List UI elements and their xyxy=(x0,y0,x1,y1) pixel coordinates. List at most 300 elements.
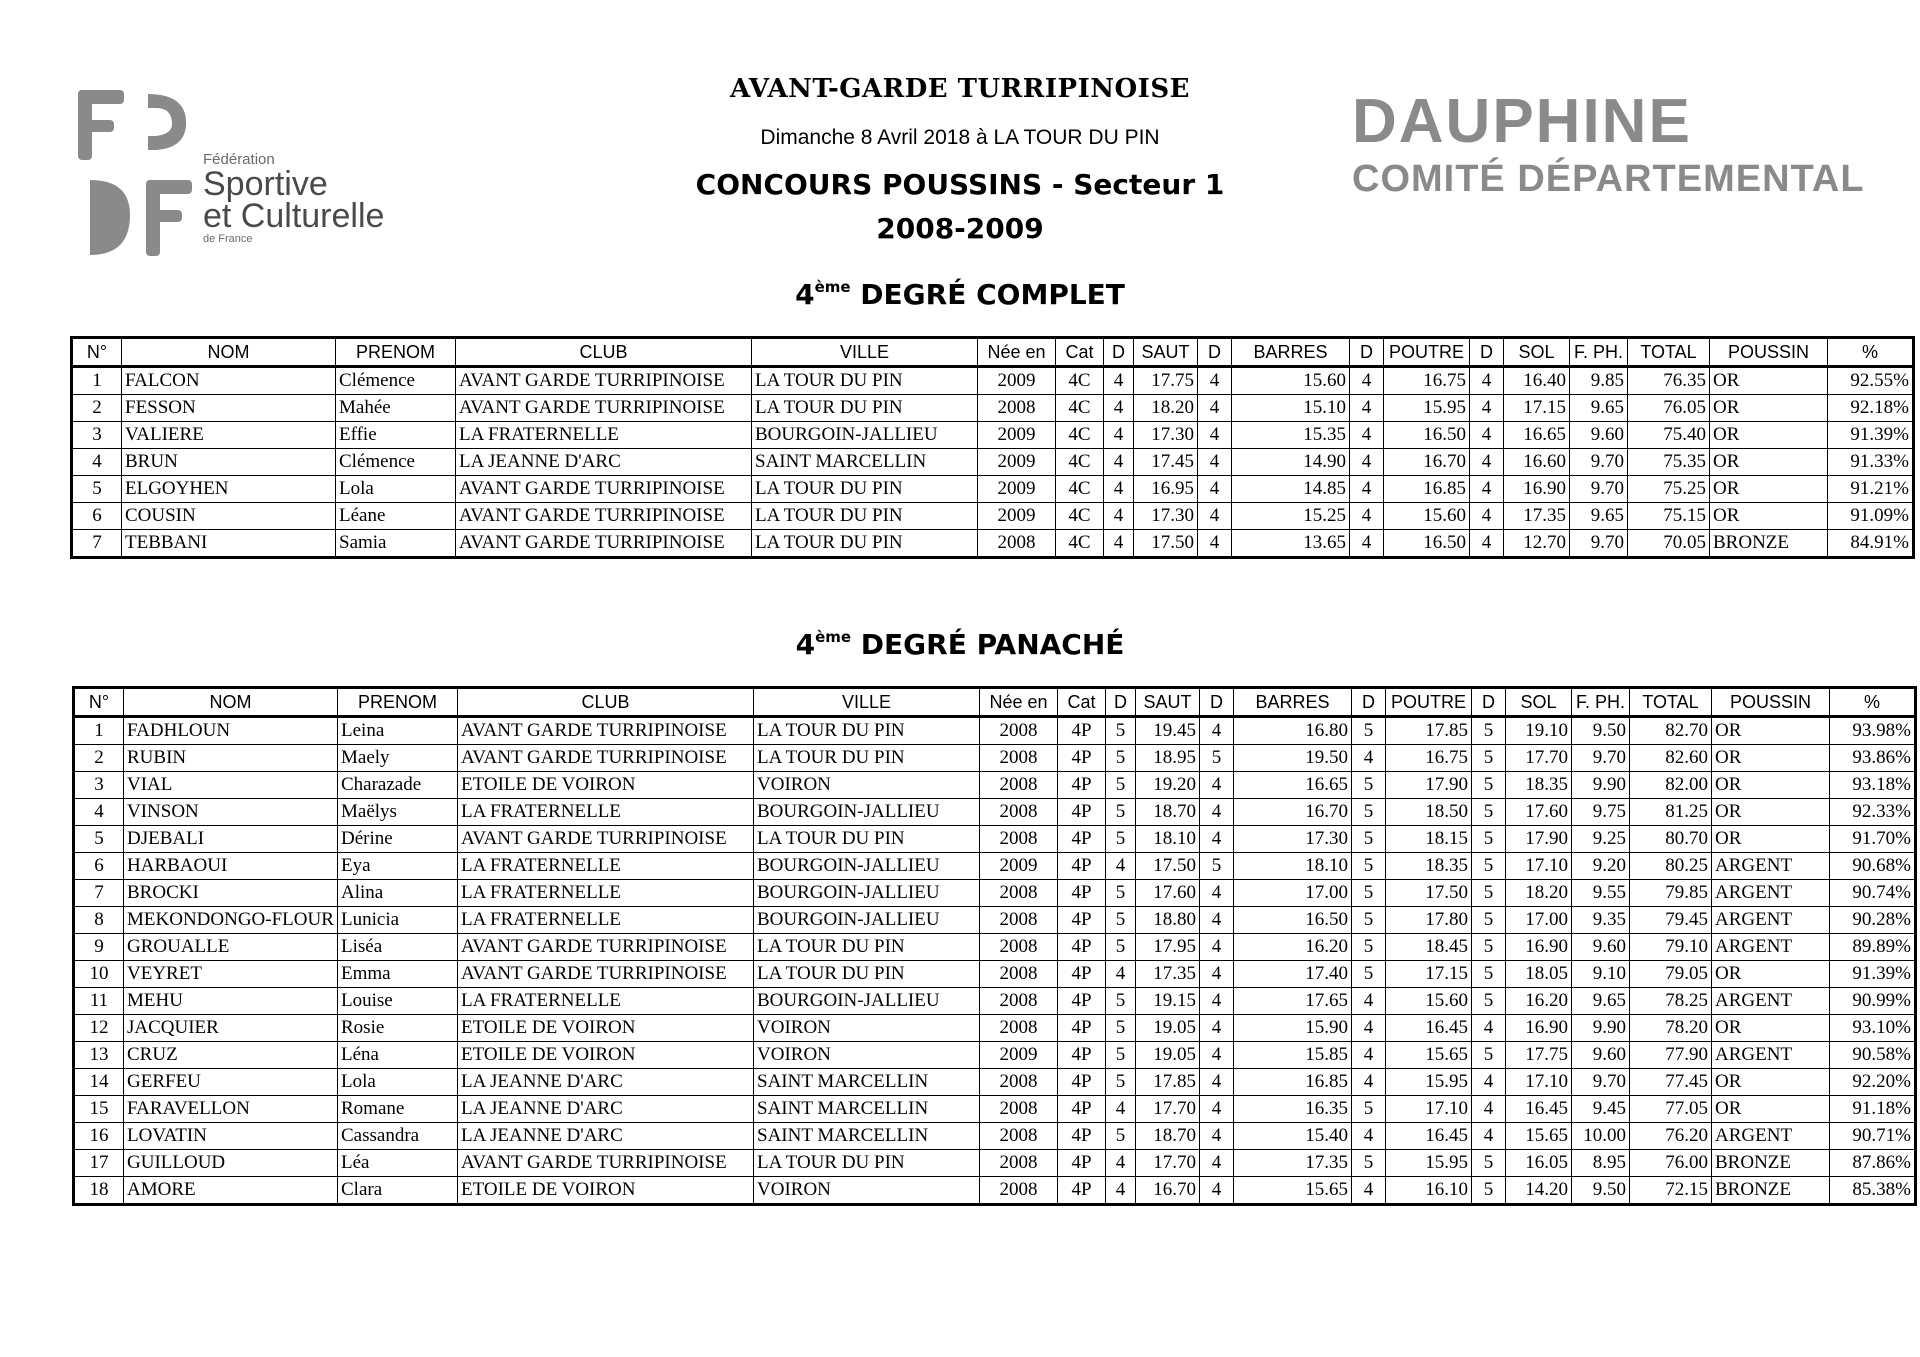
cell-poussin: ARGENT xyxy=(1712,1042,1830,1069)
cell-prenom: Rosie xyxy=(338,1015,458,1042)
cell-barres: 16.80 xyxy=(1234,717,1352,745)
cell-poutre: 17.90 xyxy=(1386,772,1472,799)
column-header-poutre: POUTRE xyxy=(1384,338,1470,367)
column-header-barres: BARRES xyxy=(1234,688,1352,717)
cell-d-saut: 5 xyxy=(1106,799,1136,826)
cell-pct: 87.86% xyxy=(1830,1150,1916,1177)
cell-nee-en: 2008 xyxy=(978,530,1056,558)
cell-num: 7 xyxy=(74,880,124,907)
cell-barres: 15.60 xyxy=(1232,367,1350,395)
cell-poutre: 16.75 xyxy=(1386,745,1472,772)
cell-d-saut: 5 xyxy=(1106,1123,1136,1150)
cell-barres: 16.35 xyxy=(1234,1096,1352,1123)
cell-saut: 17.50 xyxy=(1134,530,1198,558)
cell-num: 15 xyxy=(74,1096,124,1123)
cell-club: AVANT GARDE TURRIPINOISE xyxy=(458,934,754,961)
cell-d-poutre: 5 xyxy=(1352,907,1386,934)
cell-nom: MEKONDONGO-FLOUR xyxy=(124,907,338,934)
cell-poussin: ARGENT xyxy=(1712,880,1830,907)
cell-d-barres: 4 xyxy=(1200,1042,1234,1069)
column-header-saut: SAUT xyxy=(1136,688,1200,717)
cell-d-saut: 4 xyxy=(1106,1177,1136,1205)
cell-nee-en: 2008 xyxy=(980,880,1058,907)
cell-d-barres: 4 xyxy=(1200,1177,1234,1205)
cell-barres: 16.65 xyxy=(1234,772,1352,799)
column-header-prenom: PRENOM xyxy=(336,338,456,367)
cell-ville: SAINT MARCELLIN xyxy=(754,1096,980,1123)
column-header-nee-en: Née en xyxy=(978,338,1056,367)
cell-num: 11 xyxy=(74,988,124,1015)
contest-years: 2008-2009 xyxy=(876,212,1044,245)
cell-nee-en: 2009 xyxy=(978,422,1056,449)
cell-sol: 17.10 xyxy=(1506,1069,1572,1096)
cell-pct: 93.98% xyxy=(1830,717,1916,745)
cell-nee-en: 2008 xyxy=(980,745,1058,772)
cell-nee-en: 2008 xyxy=(980,934,1058,961)
cell-poutre: 16.45 xyxy=(1386,1015,1472,1042)
table-row xyxy=(72,530,1914,558)
cell-sol: 17.00 xyxy=(1506,907,1572,934)
cell-nee-en: 2008 xyxy=(980,961,1058,988)
cell-d-barres: 4 xyxy=(1198,422,1232,449)
cell-poussin: OR xyxy=(1710,476,1828,503)
fscf-logo-text xyxy=(203,152,384,246)
cell-barres: 15.40 xyxy=(1234,1123,1352,1150)
cell-pct: 91.39% xyxy=(1828,422,1914,449)
cell-pct: 91.39% xyxy=(1830,961,1916,988)
cell-nee-en: 2008 xyxy=(980,826,1058,853)
cell-saut: 18.20 xyxy=(1134,395,1198,422)
column-header-total: TOTAL xyxy=(1630,688,1712,717)
cell-num: 7 xyxy=(72,530,122,558)
cell-d-saut: 5 xyxy=(1106,907,1136,934)
dauphine-logo: DAUPHINE xyxy=(1352,87,1692,156)
cell-num: 17 xyxy=(74,1150,124,1177)
cell-d-poutre: 5 xyxy=(1352,717,1386,745)
cell-d-sol: 5 xyxy=(1472,907,1506,934)
cell-poutre: 18.45 xyxy=(1386,934,1472,961)
cell-poutre: 15.60 xyxy=(1384,503,1470,530)
table-row xyxy=(74,907,1916,934)
column-header-d-poutre: D xyxy=(1352,688,1386,717)
cell-ville: VOIRON xyxy=(754,772,980,799)
cell-nom: JACQUIER xyxy=(124,1015,338,1042)
cell-d-barres: 4 xyxy=(1198,530,1232,558)
cell-d-poutre: 5 xyxy=(1352,1096,1386,1123)
cell-prenom: Clara xyxy=(338,1177,458,1205)
cell-f-ph: 9.70 xyxy=(1570,530,1628,558)
cell-f-ph: 9.20 xyxy=(1572,853,1630,880)
cell-nom: TEBBANI xyxy=(122,530,336,558)
cell-nee-en: 2009 xyxy=(978,449,1056,476)
cell-d-sol: 4 xyxy=(1470,449,1504,476)
cell-cat: 4C xyxy=(1056,476,1104,503)
cell-cat: 4P xyxy=(1058,772,1106,799)
cell-nom: CRUZ xyxy=(124,1042,338,1069)
cell-total: 76.35 xyxy=(1628,367,1710,395)
cell-sol: 16.60 xyxy=(1504,449,1570,476)
cell-pct: 89.89% xyxy=(1830,934,1916,961)
fscf-line-3: et Culturelle xyxy=(203,197,385,235)
cell-nom: FESSON xyxy=(122,395,336,422)
cell-club: LA JEANNE D'ARC xyxy=(458,1123,754,1150)
cell-saut: 17.30 xyxy=(1134,503,1198,530)
cell-total: 75.35 xyxy=(1628,449,1710,476)
cell-total: 82.00 xyxy=(1630,772,1712,799)
cell-prenom: Cassandra xyxy=(338,1123,458,1150)
cell-club: AVANT GARDE TURRIPINOISE xyxy=(456,530,752,558)
cell-barres: 16.50 xyxy=(1234,907,1352,934)
cell-club: LA FRATERNELLE xyxy=(456,422,752,449)
cell-poussin: OR xyxy=(1712,961,1830,988)
cell-barres: 17.30 xyxy=(1234,826,1352,853)
cell-d-poutre: 4 xyxy=(1350,530,1384,558)
cell-saut: 17.75 xyxy=(1134,367,1198,395)
cell-num: 5 xyxy=(74,826,124,853)
cell-cat: 4C xyxy=(1056,503,1104,530)
cell-f-ph: 9.85 xyxy=(1570,367,1628,395)
cell-club: LA JEANNE D'ARC xyxy=(458,1069,754,1096)
cell-sol: 17.60 xyxy=(1506,799,1572,826)
cell-cat: 4P xyxy=(1058,1069,1106,1096)
cell-club: AVANT GARDE TURRIPINOISE xyxy=(456,503,752,530)
event-date: Dimanche 8 Avril 2018 à LA TOUR DU PIN xyxy=(760,126,1160,149)
cell-total: 77.90 xyxy=(1630,1042,1712,1069)
cell-num: 9 xyxy=(74,934,124,961)
cell-f-ph: 9.55 xyxy=(1572,880,1630,907)
cell-total: 75.15 xyxy=(1628,503,1710,530)
cell-barres: 19.50 xyxy=(1234,745,1352,772)
cell-barres: 16.85 xyxy=(1234,1069,1352,1096)
cell-d-barres: 4 xyxy=(1200,880,1234,907)
cell-poussin: ARGENT xyxy=(1712,934,1830,961)
cell-f-ph: 9.50 xyxy=(1572,717,1630,745)
cell-barres: 15.10 xyxy=(1232,395,1350,422)
cell-d-saut: 5 xyxy=(1106,880,1136,907)
cell-club: LA FRATERNELLE xyxy=(458,880,754,907)
cell-club: AVANT GARDE TURRIPINOISE xyxy=(458,745,754,772)
cell-prenom: Louise xyxy=(338,988,458,1015)
cell-total: 82.60 xyxy=(1630,745,1712,772)
cell-total: 79.05 xyxy=(1630,961,1712,988)
cell-sol: 17.90 xyxy=(1506,826,1572,853)
cell-sol: 14.20 xyxy=(1506,1177,1572,1205)
cell-d-sol: 4 xyxy=(1472,1069,1506,1096)
cell-sol: 18.05 xyxy=(1506,961,1572,988)
table-row xyxy=(74,1096,1916,1123)
cell-prenom: Léa xyxy=(338,1150,458,1177)
cell-saut: 18.70 xyxy=(1136,799,1200,826)
cell-d-sol: 4 xyxy=(1470,503,1504,530)
cell-poutre: 17.80 xyxy=(1386,907,1472,934)
cell-total: 70.05 xyxy=(1628,530,1710,558)
column-header-f-ph: F. PH. xyxy=(1572,688,1630,717)
cell-sol: 16.65 xyxy=(1504,422,1570,449)
cell-poussin: OR xyxy=(1712,772,1830,799)
column-header-poussin: POUSSIN xyxy=(1712,688,1830,717)
cell-poutre: 15.65 xyxy=(1386,1042,1472,1069)
cell-saut: 19.45 xyxy=(1136,717,1200,745)
cell-club: AVANT GARDE TURRIPINOISE xyxy=(458,1150,754,1177)
column-header-d-barres: D xyxy=(1198,338,1232,367)
cell-d-poutre: 4 xyxy=(1352,745,1386,772)
cell-poussin: BRONZE xyxy=(1710,530,1828,558)
cell-poutre: 16.75 xyxy=(1384,367,1470,395)
column-header-pct: % xyxy=(1828,338,1914,367)
cell-f-ph: 9.25 xyxy=(1572,826,1630,853)
cell-d-poutre: 5 xyxy=(1352,880,1386,907)
cell-prenom: Emma xyxy=(338,961,458,988)
cell-d-poutre: 4 xyxy=(1350,367,1384,395)
cell-total: 82.70 xyxy=(1630,717,1712,745)
cell-d-barres: 4 xyxy=(1198,367,1232,395)
cell-cat: 4C xyxy=(1056,530,1104,558)
table-row xyxy=(72,476,1914,503)
cell-prenom: Effie xyxy=(336,422,456,449)
cell-cat: 4P xyxy=(1058,988,1106,1015)
cell-num: 10 xyxy=(74,961,124,988)
cell-d-barres: 4 xyxy=(1200,1096,1234,1123)
column-header-prenom: PRENOM xyxy=(338,688,458,717)
column-header-d-sol: D xyxy=(1470,338,1504,367)
cell-ville: BOURGOIN-JALLIEU xyxy=(754,988,980,1015)
cell-ville: BOURGOIN-JALLIEU xyxy=(754,799,980,826)
cell-total: 75.40 xyxy=(1628,422,1710,449)
cell-poussin: ARGENT xyxy=(1712,1123,1830,1150)
cell-d-barres: 5 xyxy=(1200,745,1234,772)
cell-pct: 93.18% xyxy=(1830,772,1916,799)
cell-sol: 17.10 xyxy=(1506,853,1572,880)
table-row xyxy=(74,1123,1916,1150)
table-row xyxy=(74,799,1916,826)
cell-d-barres: 4 xyxy=(1200,907,1234,934)
cell-ville: BOURGOIN-JALLIEU xyxy=(754,907,980,934)
cell-poutre: 17.15 xyxy=(1386,961,1472,988)
cell-saut: 18.10 xyxy=(1136,826,1200,853)
cell-total: 80.70 xyxy=(1630,826,1712,853)
cell-cat: 4P xyxy=(1058,1015,1106,1042)
contest-title: CONCOURS POUSSINS - Secteur 1 xyxy=(695,168,1225,201)
table-row xyxy=(74,745,1916,772)
cell-ville: LA TOUR DU PIN xyxy=(752,530,978,558)
table-row xyxy=(74,1150,1916,1177)
cell-d-barres: 4 xyxy=(1198,449,1232,476)
cell-d-sol: 5 xyxy=(1472,717,1506,745)
cell-club: ETOILE DE VOIRON xyxy=(458,1015,754,1042)
cell-cat: 4P xyxy=(1058,1042,1106,1069)
cell-pct: 90.99% xyxy=(1830,988,1916,1015)
cell-d-saut: 4 xyxy=(1104,530,1134,558)
cell-d-sol: 4 xyxy=(1470,422,1504,449)
section-title-number: 4 xyxy=(795,628,816,661)
cell-sol: 17.70 xyxy=(1506,745,1572,772)
cell-club: LA JEANNE D'ARC xyxy=(458,1096,754,1123)
cell-club: LA JEANNE D'ARC xyxy=(456,449,752,476)
cell-d-sol: 4 xyxy=(1470,530,1504,558)
cell-d-sol: 4 xyxy=(1472,1096,1506,1123)
cell-d-sol: 5 xyxy=(1472,772,1506,799)
cell-f-ph: 9.35 xyxy=(1572,907,1630,934)
cell-num: 2 xyxy=(72,395,122,422)
cell-f-ph: 9.60 xyxy=(1572,934,1630,961)
cell-poutre: 17.85 xyxy=(1386,717,1472,745)
cell-poussin: OR xyxy=(1710,449,1828,476)
cell-ville: LA TOUR DU PIN xyxy=(752,503,978,530)
cell-barres: 15.35 xyxy=(1232,422,1350,449)
cell-num: 12 xyxy=(74,1015,124,1042)
column-header-nom: NOM xyxy=(124,688,338,717)
cell-pct: 90.74% xyxy=(1830,880,1916,907)
cell-poutre: 18.50 xyxy=(1386,799,1472,826)
cell-f-ph: 9.70 xyxy=(1572,1069,1630,1096)
cell-poutre: 16.50 xyxy=(1384,530,1470,558)
cell-d-barres: 4 xyxy=(1200,1069,1234,1096)
cell-poutre: 16.85 xyxy=(1384,476,1470,503)
cell-club: LA FRATERNELLE xyxy=(458,799,754,826)
cell-d-sol: 5 xyxy=(1472,1177,1506,1205)
header-row xyxy=(72,338,1914,367)
cell-cat: 4P xyxy=(1058,1123,1106,1150)
cell-ville: BOURGOIN-JALLIEU xyxy=(754,880,980,907)
cell-barres: 16.20 xyxy=(1234,934,1352,961)
cell-f-ph: 9.65 xyxy=(1570,503,1628,530)
cell-ville: LA TOUR DU PIN xyxy=(754,826,980,853)
cell-saut: 17.70 xyxy=(1136,1096,1200,1123)
cell-ville: BOURGOIN-JALLIEU xyxy=(752,422,978,449)
cell-poutre: 16.45 xyxy=(1386,1123,1472,1150)
cell-ville: LA TOUR DU PIN xyxy=(754,717,980,745)
cell-d-poutre: 5 xyxy=(1352,961,1386,988)
cell-pct: 92.20% xyxy=(1830,1069,1916,1096)
header-row xyxy=(74,688,1916,717)
cell-barres: 15.65 xyxy=(1234,1177,1352,1205)
cell-total: 81.25 xyxy=(1630,799,1712,826)
column-header-f-ph: F. PH. xyxy=(1570,338,1628,367)
cell-poutre: 16.10 xyxy=(1386,1177,1472,1205)
column-header-poussin: POUSSIN xyxy=(1710,338,1828,367)
cell-d-barres: 4 xyxy=(1200,826,1234,853)
results-table-complet xyxy=(70,336,1915,559)
cell-club: AVANT GARDE TURRIPINOISE xyxy=(458,961,754,988)
cell-nom: HARBAOUI xyxy=(124,853,338,880)
cell-d-poutre: 5 xyxy=(1352,853,1386,880)
cell-poussin: BRONZE xyxy=(1712,1177,1830,1205)
cell-saut: 17.95 xyxy=(1136,934,1200,961)
cell-d-sol: 4 xyxy=(1472,1015,1506,1042)
cell-saut: 16.95 xyxy=(1134,476,1198,503)
cell-d-barres: 4 xyxy=(1200,988,1234,1015)
cell-sol: 16.20 xyxy=(1506,988,1572,1015)
column-header-sol: SOL xyxy=(1506,688,1572,717)
cell-d-sol: 4 xyxy=(1472,1123,1506,1150)
cell-saut: 17.45 xyxy=(1134,449,1198,476)
cell-nom: COUSIN xyxy=(122,503,336,530)
cell-d-saut: 5 xyxy=(1106,1069,1136,1096)
cell-num: 6 xyxy=(74,853,124,880)
cell-club: AVANT GARDE TURRIPINOISE xyxy=(458,717,754,745)
cell-d-saut: 5 xyxy=(1106,988,1136,1015)
cell-club: AVANT GARDE TURRIPINOISE xyxy=(456,395,752,422)
cell-cat: 4C xyxy=(1056,449,1104,476)
cell-nee-en: 2008 xyxy=(980,799,1058,826)
cell-saut: 18.70 xyxy=(1136,1123,1200,1150)
column-header-num: N° xyxy=(74,688,124,717)
cell-total: 76.05 xyxy=(1628,395,1710,422)
cell-d-sol: 5 xyxy=(1472,880,1506,907)
cell-d-saut: 4 xyxy=(1106,961,1136,988)
cell-barres: 15.85 xyxy=(1234,1042,1352,1069)
cell-num: 4 xyxy=(72,449,122,476)
cell-barres: 14.90 xyxy=(1232,449,1350,476)
cell-num: 5 xyxy=(72,476,122,503)
cell-nee-en: 2008 xyxy=(980,907,1058,934)
cell-prenom: Léane xyxy=(336,503,456,530)
cell-d-saut: 5 xyxy=(1106,745,1136,772)
cell-d-sol: 5 xyxy=(1472,961,1506,988)
cell-saut: 17.60 xyxy=(1136,880,1200,907)
cell-ville: BOURGOIN-JALLIEU xyxy=(754,853,980,880)
cell-total: 72.15 xyxy=(1630,1177,1712,1205)
cell-f-ph: 9.75 xyxy=(1572,799,1630,826)
cell-d-poutre: 4 xyxy=(1350,422,1384,449)
column-header-cat: Cat xyxy=(1058,688,1106,717)
cell-d-poutre: 4 xyxy=(1352,988,1386,1015)
cell-f-ph: 9.10 xyxy=(1572,961,1630,988)
cell-d-sol: 4 xyxy=(1470,476,1504,503)
cell-num: 2 xyxy=(74,745,124,772)
cell-d-poutre: 5 xyxy=(1352,934,1386,961)
cell-poussin: OR xyxy=(1712,1096,1830,1123)
cell-f-ph: 9.60 xyxy=(1572,1042,1630,1069)
cell-ville: LA TOUR DU PIN xyxy=(752,395,978,422)
cell-saut: 17.35 xyxy=(1136,961,1200,988)
cell-cat: 4P xyxy=(1058,934,1106,961)
cell-d-sol: 4 xyxy=(1470,367,1504,395)
cell-pct: 92.18% xyxy=(1828,395,1914,422)
cell-poussin: OR xyxy=(1712,1015,1830,1042)
section-title-complet xyxy=(560,278,1360,311)
cell-d-poutre: 5 xyxy=(1352,826,1386,853)
table-row xyxy=(72,422,1914,449)
table-row xyxy=(74,1069,1916,1096)
cell-barres: 17.40 xyxy=(1234,961,1352,988)
cell-prenom: Samia xyxy=(336,530,456,558)
column-header-club: CLUB xyxy=(456,338,752,367)
fscf-line-2: Sportive xyxy=(203,165,328,203)
cell-ville: SAINT MARCELLIN xyxy=(754,1123,980,1150)
cell-saut: 18.95 xyxy=(1136,745,1200,772)
cell-d-barres: 4 xyxy=(1200,772,1234,799)
cell-d-poutre: 4 xyxy=(1350,503,1384,530)
cell-barres: 17.65 xyxy=(1234,988,1352,1015)
cell-poussin: OR xyxy=(1710,422,1828,449)
cell-saut: 17.70 xyxy=(1136,1150,1200,1177)
cell-d-poutre: 4 xyxy=(1352,1069,1386,1096)
fscf-logo-mark xyxy=(78,90,196,260)
cell-nom: VEYRET xyxy=(124,961,338,988)
cell-d-poutre: 4 xyxy=(1350,476,1384,503)
cell-sol: 18.20 xyxy=(1506,880,1572,907)
cell-d-poutre: 4 xyxy=(1352,1015,1386,1042)
cell-d-saut: 5 xyxy=(1106,826,1136,853)
cell-f-ph: 9.70 xyxy=(1572,745,1630,772)
cell-poussin: OR xyxy=(1712,717,1830,745)
cell-nom: VIAL xyxy=(124,772,338,799)
cell-club: LA FRATERNELLE xyxy=(458,853,754,880)
cell-poussin: ARGENT xyxy=(1712,988,1830,1015)
cell-d-poutre: 5 xyxy=(1352,772,1386,799)
cell-poussin: ARGENT xyxy=(1712,853,1830,880)
